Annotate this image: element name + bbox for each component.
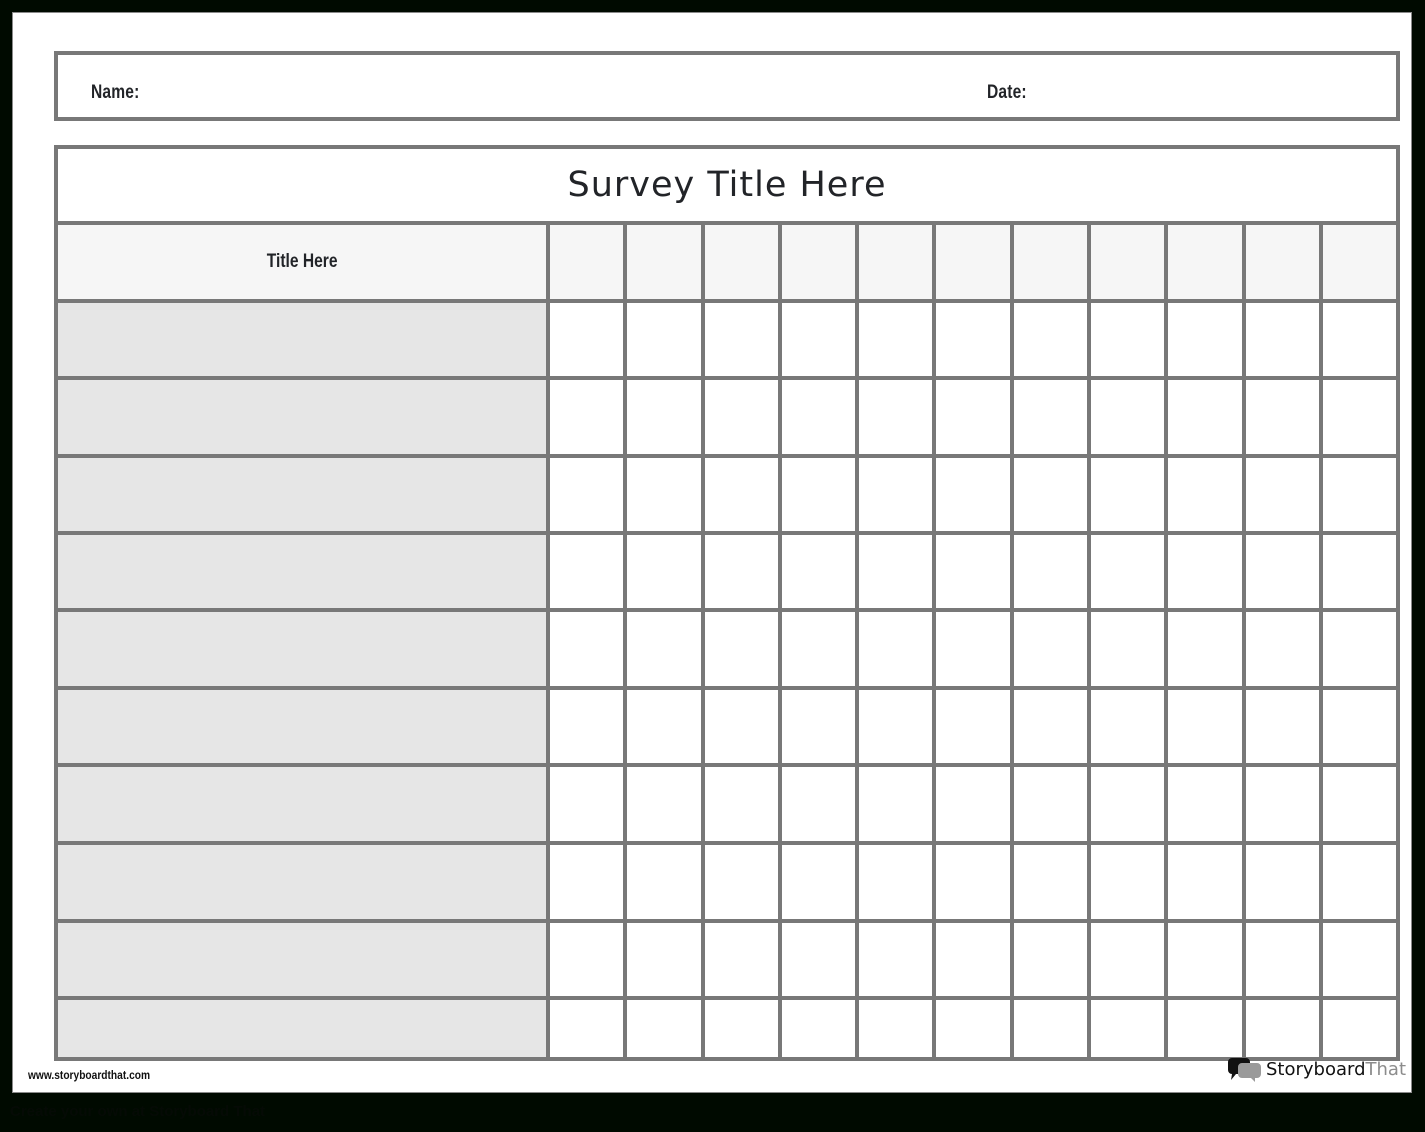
response-cell[interactable] (855, 612, 932, 686)
response-cell[interactable] (1242, 612, 1319, 686)
response-cell[interactable] (1319, 767, 1396, 841)
response-cell[interactable] (1164, 690, 1241, 763)
response-cell[interactable] (932, 535, 1009, 608)
response-cell[interactable] (1319, 458, 1396, 531)
response-cell[interactable] (778, 535, 855, 608)
worksheet-page (12, 12, 1412, 1093)
response-cell[interactable] (1164, 845, 1241, 919)
response-cell[interactable] (1164, 612, 1241, 686)
response-cell[interactable] (546, 1000, 623, 1057)
response-cell[interactable] (778, 458, 855, 531)
response-cell[interactable] (778, 690, 855, 763)
response-cell[interactable] (1164, 458, 1241, 531)
credit-line: Create your own at Storyboard That (10, 1103, 266, 1120)
response-cell[interactable] (778, 612, 855, 686)
row-label-cell[interactable] (58, 767, 546, 841)
row-label-cell[interactable] (58, 923, 546, 996)
survey-grid (58, 221, 1396, 1057)
response-cell[interactable] (701, 303, 778, 376)
response-cell[interactable] (855, 923, 932, 996)
response-cell[interactable] (1242, 690, 1319, 763)
response-cell[interactable] (1087, 767, 1164, 841)
response-cell[interactable] (1087, 690, 1164, 763)
row-label-cell[interactable] (58, 845, 546, 919)
response-cell[interactable] (1319, 535, 1396, 608)
response-cell[interactable] (932, 458, 1009, 531)
response-cell[interactable] (546, 767, 623, 841)
logo-word-storyboard: Storyboard (1266, 1058, 1366, 1080)
response-cell[interactable] (932, 612, 1009, 686)
column-header-cell[interactable] (932, 225, 1009, 299)
survey-table (54, 145, 1400, 1061)
response-cell[interactable] (1319, 923, 1396, 996)
response-cell[interactable] (778, 845, 855, 919)
response-cell[interactable] (855, 767, 932, 841)
response-cell[interactable] (546, 845, 623, 919)
response-cell[interactable] (623, 1000, 700, 1057)
response-cell[interactable] (623, 458, 700, 531)
name-label: Name: (91, 82, 140, 103)
column-header-cell[interactable] (546, 225, 623, 299)
response-cell[interactable] (1164, 767, 1241, 841)
logo-word-that: That (1365, 1058, 1407, 1080)
table-row (58, 996, 1396, 1057)
response-cell[interactable] (1087, 612, 1164, 686)
response-cell[interactable] (1010, 303, 1087, 376)
response-cell[interactable] (546, 535, 623, 608)
date-label: Date: (987, 82, 1027, 103)
response-cell[interactable] (701, 612, 778, 686)
response-cell[interactable] (932, 303, 1009, 376)
response-cell[interactable] (701, 767, 778, 841)
response-cell[interactable] (1010, 1000, 1087, 1057)
response-cell[interactable] (778, 1000, 855, 1057)
header-row (58, 221, 1396, 299)
response-cell[interactable] (1242, 380, 1319, 454)
response-cell[interactable] (1319, 612, 1396, 686)
response-cell[interactable] (1242, 535, 1319, 608)
survey-title: Survey Title Here (567, 165, 887, 205)
response-cell[interactable] (546, 303, 623, 376)
response-cell[interactable] (1087, 1000, 1164, 1057)
response-cell[interactable] (623, 303, 700, 376)
speech-bubbles-icon (1228, 1056, 1262, 1082)
response-cell[interactable] (1087, 458, 1164, 531)
response-cell[interactable] (701, 690, 778, 763)
row-label-cell[interactable] (58, 458, 546, 531)
response-cell[interactable] (1242, 923, 1319, 996)
response-cell[interactable] (623, 845, 700, 919)
response-cell[interactable] (623, 690, 700, 763)
column-header-cell[interactable] (1319, 225, 1396, 299)
response-cell[interactable] (778, 923, 855, 996)
response-cell[interactable] (546, 380, 623, 454)
response-cell[interactable] (778, 767, 855, 841)
response-cell[interactable] (932, 690, 1009, 763)
response-cell[interactable] (623, 612, 700, 686)
response-cell[interactable] (1242, 845, 1319, 919)
response-cell[interactable] (1319, 690, 1396, 763)
row-label-cell[interactable] (58, 1000, 546, 1057)
row-label-cell[interactable] (58, 535, 546, 608)
response-cell[interactable] (701, 923, 778, 996)
response-cell[interactable] (855, 1000, 932, 1057)
response-cell[interactable] (1010, 923, 1087, 996)
table-row (58, 841, 1396, 919)
response-cell[interactable] (1164, 1000, 1241, 1057)
response-cell[interactable] (932, 380, 1009, 454)
response-cell[interactable] (623, 380, 700, 454)
row-label-cell[interactable] (58, 690, 546, 763)
row-label-cell[interactable] (58, 380, 546, 454)
response-cell[interactable] (1010, 458, 1087, 531)
response-cell[interactable] (1010, 612, 1087, 686)
column-header-cell[interactable] (1087, 225, 1164, 299)
table-row (58, 454, 1396, 531)
table-row (58, 608, 1396, 686)
response-cell[interactable] (1164, 380, 1241, 454)
column-header-cell[interactable] (778, 225, 855, 299)
table-row (58, 919, 1396, 996)
column-header-cell[interactable] (1010, 225, 1087, 299)
table-row (58, 686, 1396, 763)
response-cell[interactable] (855, 303, 932, 376)
response-cell[interactable] (546, 923, 623, 996)
response-cell[interactable] (778, 303, 855, 376)
response-cell[interactable] (932, 845, 1009, 919)
response-cell[interactable] (701, 535, 778, 608)
response-cell[interactable] (1164, 923, 1241, 996)
response-cell[interactable] (623, 535, 700, 608)
response-cell[interactable] (1087, 923, 1164, 996)
response-cell[interactable] (1164, 535, 1241, 608)
response-cell[interactable] (1087, 845, 1164, 919)
response-cell[interactable] (1242, 303, 1319, 376)
response-cell[interactable] (546, 690, 623, 763)
column-header-title (58, 225, 546, 299)
response-cell[interactable] (1242, 767, 1319, 841)
column-header-cell[interactable] (1164, 225, 1241, 299)
response-cell[interactable] (932, 923, 1009, 996)
response-cell[interactable] (1010, 767, 1087, 841)
response-cell[interactable] (701, 845, 778, 919)
response-cell[interactable] (1319, 845, 1396, 919)
response-cell[interactable] (855, 380, 932, 454)
table-row (58, 299, 1396, 376)
response-cell[interactable] (546, 612, 623, 686)
response-cell[interactable] (1087, 535, 1164, 608)
response-cell[interactable] (1087, 303, 1164, 376)
response-cell[interactable] (1010, 690, 1087, 763)
response-cell[interactable] (855, 458, 932, 531)
column-header-cell[interactable] (1242, 225, 1319, 299)
response-cell[interactable] (1319, 1000, 1396, 1057)
response-cell[interactable] (1087, 380, 1164, 454)
column-header-cell[interactable] (855, 225, 932, 299)
response-cell[interactable] (855, 690, 932, 763)
table-row (58, 531, 1396, 608)
row-label-cell[interactable] (58, 303, 546, 376)
response-cell[interactable] (1242, 458, 1319, 531)
response-cell[interactable] (701, 458, 778, 531)
logo-wordmark (1266, 1059, 1406, 1080)
response-cell[interactable] (546, 458, 623, 531)
website-url: www.storyboardthat.com (28, 1068, 151, 1082)
response-cell[interactable] (1319, 303, 1396, 376)
response-cell[interactable] (778, 380, 855, 454)
response-cell[interactable] (932, 767, 1009, 841)
response-cell[interactable] (932, 1000, 1009, 1057)
response-cell[interactable] (1164, 303, 1241, 376)
response-cell[interactable] (855, 845, 932, 919)
column-header-cell[interactable] (701, 225, 778, 299)
response-cell[interactable] (701, 380, 778, 454)
response-cell[interactable] (623, 923, 700, 996)
table-row (58, 763, 1396, 841)
storyboardthat-logo (1228, 1056, 1406, 1082)
response-cell[interactable] (1010, 380, 1087, 454)
table-row (58, 376, 1396, 454)
response-cell[interactable] (1319, 380, 1396, 454)
response-cell[interactable] (1242, 1000, 1319, 1057)
row-label-cell[interactable] (58, 612, 546, 686)
response-cell[interactable] (855, 535, 932, 608)
response-cell[interactable] (1010, 535, 1087, 608)
response-cell[interactable] (623, 767, 700, 841)
column-header-label: Title Here (266, 251, 338, 272)
response-cell[interactable] (1010, 845, 1087, 919)
column-header-cell[interactable] (623, 225, 700, 299)
response-cell[interactable] (701, 1000, 778, 1057)
name-date-box (54, 51, 1400, 121)
